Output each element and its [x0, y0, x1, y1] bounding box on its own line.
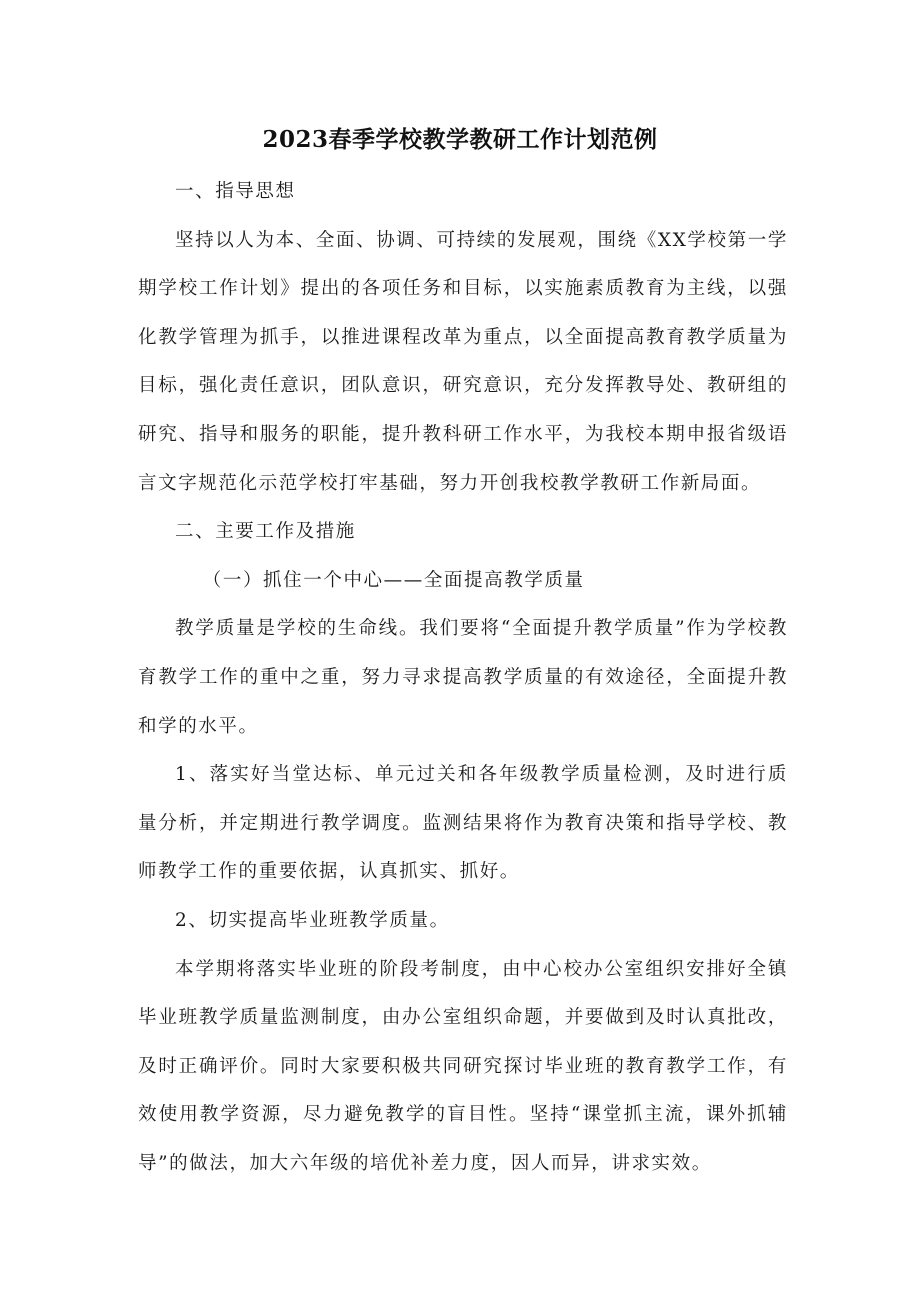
- paragraph-item-2: 2、切实提高毕业班教学质量。: [175, 909, 450, 931]
- section-heading-guiding-ideology: 一、指导思想: [175, 181, 296, 202]
- subsection-heading-one-center: （一）抓住一个中心——全面提高教学质量: [202, 569, 585, 591]
- document-title: 2023春季学校教学教研工作计划范例: [262, 126, 658, 153]
- paragraph-item-1: 1、落实好当堂达标、单元过关和各年级教学质量检测，及时进行质量分析，并定期进行教学调度。监测结果将作为教育决策和指导学校、教师教学工作的重要依据，认真抓实、抓好。: [138, 764, 788, 883]
- paragraph-guiding-ideology: 坚持以人为本、全面、协调、可持续的发展观，围绕《XX学校第一学期学校工作计划》提出的各项任务和目标，以实施素质教育为主线，以强化教学管理为抓手，以推进课程改革为重点，以全面提高教育教学质量为目标，强化责任意识，团队意识，研究意识，充分发挥教导处、教研组的研究、指导和服务的职能，提升教科研工作水平，为我校本期申报省级语言文字规范化示范学校打牢基础，努力开创我校教学教研工作新局面。: [138, 229, 788, 494]
- paragraph-graduating-class: 本学期将落实毕业班的阶段考制度，由中心校办公室组织安排好全镇毕业班教学质量监测制度，由办公室组织命题，并要做到及时认真批改，及时正确评价。同时大家要积极共同研究探讨毕业班的教育教学工作，有效使用教学资源，尽力避免教学的盲目性。坚持“课堂抓主流，课外抓辅导”的做法，加大六年级的培优补差力度，因人而异，讲求实效。: [138, 958, 788, 1174]
- document-body: [138, 168, 788, 1188]
- section-heading-main-work: 二、主要工作及措施: [175, 521, 356, 543]
- paragraph-teaching-quality: 教学质量是学校的生命线。我们要将“全面提升教学质量”作为学校教育教学工作的重中之重，努力寻求提高教学质量的有效途径，全面提升教和学的水平。: [138, 618, 788, 737]
